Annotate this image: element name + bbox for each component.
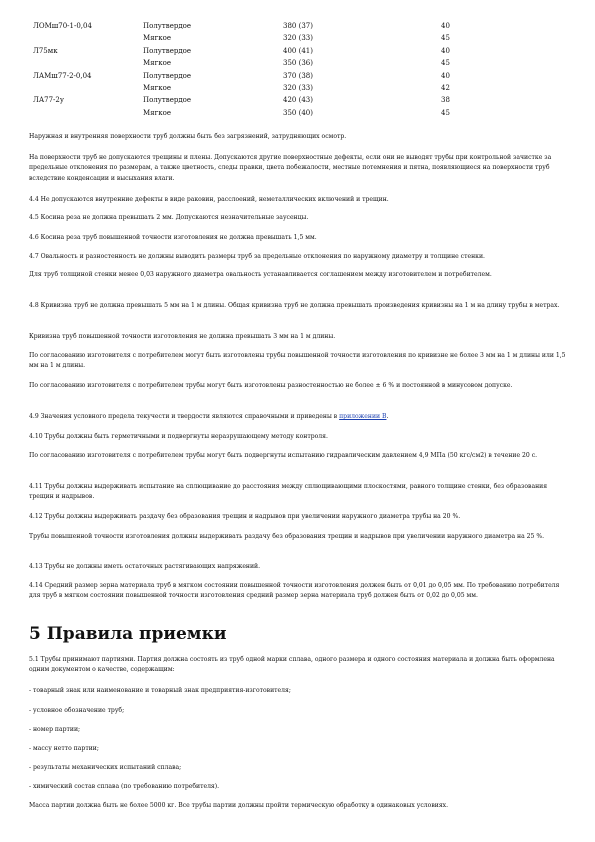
paragraph-4-9-text: 4.9 Значения условного предела текучести и твердости являются справочными и приведены в xyxy=(29,413,340,420)
alloy-grade-cell: ЛОМш70-1-0,04 xyxy=(33,22,92,30)
material-state-cell: Мягкое xyxy=(143,108,171,117)
alloy-grade-cell: ЛАМш77-2-0,04 xyxy=(33,71,92,80)
yield-strength-cell: 350 (40) xyxy=(283,108,313,117)
appendix-b-link[interactable]: приложении В xyxy=(339,413,387,420)
alloy-grade-cell xyxy=(33,107,143,119)
alloy-grade-cell xyxy=(33,82,143,94)
paragraph-curvature-agreement: По согласованию изготовителя с потребителем могут быть изготовлены трубы повышенной точности изготовления по кривизне не более 3 мм на 1 м длины или 1,5 мм на 1 м длины. xyxy=(29,352,566,370)
paragraph-4-9-end: . xyxy=(386,413,389,420)
elongation-cell: 40 xyxy=(441,46,450,55)
paragraph-hydraulic-test: По согласованию изготовителя с потребителем трубы могут быть подвергнуты испытанию гидравлическим давлением 4,9 МПа (50 кгс/см2) в течение 20 с. xyxy=(29,452,538,459)
paragraph-4-11: 4.11 Трубы должны выдерживать испытание на сплющивание до расстояния между сплющивающими плоскостями, равного толщине стенки, без образования трещин и надрывов. xyxy=(29,483,548,501)
paragraph-4-12: 4.12 Трубы должны выдерживать раздачу без образования трещин и надрывов при увеличении наружного диаметра трубы на 20 %. xyxy=(29,513,461,520)
yield-strength-cell: 320 (33) xyxy=(283,84,313,93)
list-item-designation: - условное обозначение труб; xyxy=(29,707,125,714)
alloy-grade-cell: ЛА77-2у xyxy=(33,96,64,105)
paragraph-surface-defects: На поверхности труб не допускаются трещины и плены. Допускаются другие поверхностные дефекты, если они не выводят трубы при контрольной зачистке за предельные отклонения по размерам, а также цветность, следы правки, цвета побежалости, местные потемнения и пятна, появляющиеся на поверхности труб вследствие конденсации и высыхания влаги. xyxy=(29,154,552,182)
table-row xyxy=(33,82,463,94)
paragraph-curvature-precision: Кривизна труб повышенной точности изготовления не должна превышать 3 мм на 1 м длины. xyxy=(29,333,336,340)
yield-strength-cell: 320 (33) xyxy=(283,34,313,43)
list-item-net-mass: - массу нетто партии; xyxy=(29,745,99,752)
paragraph-4-10: 4.10 Трубы должны быть герметичными и подвергнуты неразрушающему методу контроля. xyxy=(29,433,328,440)
paragraph-surface-clean: Наружная и внутренняя поверхности труб должны быть без загрязнений, затрудняющих осмотр. xyxy=(29,133,347,140)
table-row xyxy=(33,32,463,44)
yield-strength-cell: 370 (38) xyxy=(283,71,313,80)
yield-strength-cell: 400 (41) xyxy=(283,46,313,55)
table-row xyxy=(33,70,463,82)
yield-strength-cell: 350 (36) xyxy=(283,59,313,68)
paragraph-4-13: 4.13 Трубы не должны иметь остаточных растягивающих напряжений. xyxy=(29,563,261,570)
elongation-cell: 42 xyxy=(441,84,450,93)
material-state-cell: Мягкое xyxy=(143,34,171,43)
elongation-cell: 40 xyxy=(441,22,450,30)
paragraph-wall-variation: По согласованию изготовителя с потребителем трубы могут быть изготовлены разностенностью не более ± 6 % и постоянной в минусовом допуске. xyxy=(29,382,513,389)
paragraph-expansion-precision: Трубы повышенной точности изготовления должны выдерживать раздачу без образования трещин и надрывов при увеличении наружного диаметра на 25 %. xyxy=(29,533,545,540)
alloy-grade-cell: Л75мк xyxy=(33,46,58,55)
paragraph-batch-mass: Масса партии должна быть не более 5000 кг. Все трубы партии должны пройти термическую обработку в одинаковых условиях. xyxy=(29,802,449,809)
list-item-batch-number: - номер партии; xyxy=(29,726,81,733)
material-state-cell: Полутвердое xyxy=(143,46,191,55)
paragraph-4-6: 4.6 Косина реза труб повышенной точности изготовления не должна превышать 1,5 мм. xyxy=(29,234,317,241)
table-row xyxy=(33,20,463,32)
paragraph-4-4: 4.4 Не допускаются внутренние дефекты в виде раковин, расслоений, неметаллических включений и трещин. xyxy=(29,196,389,203)
list-item-chemical-composition: - химический состав сплава (по требованию потребителя). xyxy=(29,783,220,790)
material-state-cell: Полутвердое xyxy=(143,22,191,30)
alloy-grade-cell xyxy=(33,32,143,44)
paragraph-4-5: 4.5 Косина реза не должна превышать 2 мм. Допускаются незначительные заусенцы. xyxy=(29,214,309,221)
list-item-trademark: - товарный знак или наименование и товарный знак предприятия-изготовителя; xyxy=(29,687,291,694)
paragraph-5-1: 5.1 Трубы принимают партиями. Партия должна состоять из труб одной марки сплава, одного размера и одного состояния материала и должна быть оформлена одним документом о качестве, содержащим: xyxy=(29,656,555,674)
table-row xyxy=(33,57,463,69)
elongation-cell: 45 xyxy=(441,34,450,43)
paragraph-4-8: 4.8 Кривизна труб не должна превышать 5 мм на 1 м длины. Общая кривизна труб не должна превышать произведения кривизны на 1 м на длину трубы в метрах. xyxy=(29,302,560,309)
material-state-cell: Полутвердое xyxy=(143,96,191,105)
table-row xyxy=(33,107,463,119)
material-state-cell: Мягкое xyxy=(143,84,171,93)
table-row xyxy=(33,94,463,106)
paragraph-4-9 xyxy=(29,412,570,422)
section-heading-acceptance-rules: 5 Правила приемки xyxy=(29,624,227,644)
paragraph-4-7: 4.7 Овальность и разностенность не должны выводить размеры труб за предельные отклонения по наружному диаметру и толщине стенки. xyxy=(29,253,485,260)
list-item-mechanical-tests: - результаты механических испытаний сплава; xyxy=(29,764,182,771)
paragraph-ovality: Для труб толщиной стенки менее 0,03 наружного диаметра овальность устанавливается соглашением между изготовителем и потребителем. xyxy=(29,271,492,278)
yield-strength-cell: 420 (43) xyxy=(283,96,313,105)
table-row xyxy=(33,45,463,57)
alloy-grade-cell xyxy=(33,57,143,69)
elongation-cell: 45 xyxy=(441,108,450,117)
material-state-cell: Полутвердое xyxy=(143,71,191,80)
elongation-cell: 45 xyxy=(441,59,450,68)
yield-strength-cell: 380 (37) xyxy=(283,22,313,30)
paragraph-4-14: 4.14 Средний размер зерна материала труб в мягком состоянии повышенной точности изготовления должен быть от 0,01 до 0,05 мм. По требованию потребителя для труб в мягком состоянии повышенной точности изготовления средний размер зерна материала труб должен быть от 0,02 до 0,05 мм. xyxy=(29,582,560,600)
material-state-cell: Мягкое xyxy=(143,59,171,68)
properties-table xyxy=(33,20,463,119)
elongation-cell: 38 xyxy=(441,96,450,105)
elongation-cell: 40 xyxy=(441,71,450,80)
